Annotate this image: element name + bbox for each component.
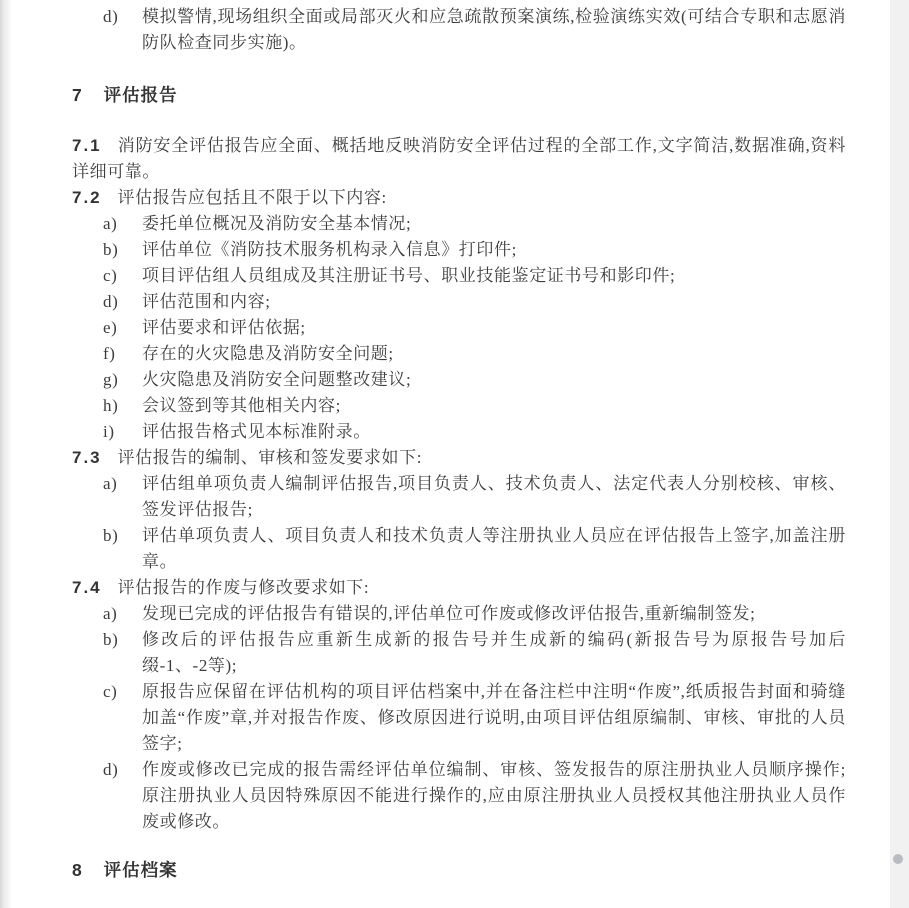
page-edge-shadow bbox=[0, 0, 12, 908]
clause-7-2 bbox=[72, 185, 846, 211]
clause-text: 评估报告的编制、审核和签发要求如下: bbox=[117, 448, 423, 467]
clause-text: 评估报告应包括且不限于以下内容: bbox=[117, 188, 387, 207]
list-item-text: 评估要求和评估依据; bbox=[142, 318, 306, 337]
list-item-label: f) bbox=[103, 344, 116, 363]
list-item-text: 委托单位概况及消防安全基本情况; bbox=[142, 214, 412, 233]
list-item-text: 修改后的评估报告应重新生成新的报告号并生成新的编码(新报告号为原报告号加后缀-1、-2等); bbox=[142, 630, 846, 675]
list-item-text: 模拟警情,现场组织全面或局部灭火和应急疏散预案演练,检验演练实效(可结合专职和志愿消防队检查同步实施)。 bbox=[142, 7, 846, 52]
list-item-text: 火灾隐患及消防安全问题整改建议; bbox=[142, 370, 412, 389]
section-title: 评估档案 bbox=[103, 860, 178, 880]
list-item-text: 会议签到等其他相关内容; bbox=[142, 396, 341, 415]
list-item-label: b) bbox=[103, 526, 119, 545]
list-item-label: d) bbox=[103, 7, 119, 26]
list-item-label: a) bbox=[103, 604, 118, 623]
clause-number: 7.4 bbox=[72, 578, 102, 597]
scrollbar-thumb[interactable] bbox=[893, 854, 903, 864]
list-item-label: h) bbox=[103, 396, 119, 415]
list-item-label: g) bbox=[103, 370, 119, 389]
clause-7-4 bbox=[72, 575, 846, 601]
list-item bbox=[72, 315, 846, 341]
section-heading-7 bbox=[72, 82, 846, 108]
clause-text: 评估报告的作废与修改要求如下: bbox=[117, 578, 370, 597]
list-item-text: 评估组单项负责人编制评估报告,项目负责人、技术负责人、法定代表人分别校核、审核、签发评估报告; bbox=[142, 474, 846, 519]
document-content bbox=[72, 4, 846, 883]
list-item-label: i) bbox=[103, 422, 115, 441]
list-item-text: 评估单项负责人、项目负责人和技术负责人等注册执业人员应在评估报告上签字,加盖注册章。 bbox=[142, 526, 846, 571]
list-item-text: 作废或修改已完成的报告需经评估单位编制、审核、签发报告的原注册执业人员顺序操作;原注册执业人员因特殊原因不能进行操作的,应由原注册执业人员授权其他注册执业人员作废或修改。 bbox=[142, 760, 846, 831]
list-item bbox=[72, 211, 846, 237]
clause-7-3 bbox=[72, 445, 846, 471]
list-item-label: b) bbox=[103, 240, 119, 259]
list-item bbox=[72, 419, 846, 445]
list-item-text: 存在的火灾隐患及消防安全问题; bbox=[142, 344, 394, 363]
list-item-label: d) bbox=[103, 760, 119, 779]
list-item-text: 评估单位《消防技术服务机构录入信息》打印件; bbox=[142, 240, 517, 259]
section-title: 评估报告 bbox=[103, 85, 178, 105]
list-item-label: a) bbox=[103, 474, 118, 493]
clause-text: 消防安全评估报告应全面、概括地反映消防安全评估过程的全部工作,文字简洁,数据准确,资料详细可靠。 bbox=[72, 136, 846, 181]
list-item bbox=[72, 367, 846, 393]
scrollbar-gutter bbox=[890, 0, 909, 908]
list-item-text: 评估报告格式见本标准附录。 bbox=[142, 422, 371, 441]
list-item bbox=[72, 601, 846, 627]
list-item bbox=[72, 393, 846, 419]
section-number: 8 bbox=[72, 860, 83, 880]
list-item-text: 发现已完成的评估报告有错误的,评估单位可作废或修改评估报告,重新编制签发; bbox=[142, 604, 756, 623]
list-item-text: 项目评估组人员组成及其注册证书号、职业技能鉴定证书号和影印件; bbox=[142, 266, 676, 285]
list-item-label: a) bbox=[103, 214, 118, 233]
clause-7-1 bbox=[72, 133, 846, 185]
list-item-label: c) bbox=[103, 682, 118, 701]
list-item-text: 原报告应保留在评估机构的项目评估档案中,并在备注栏中注明“作废”,纸质报告封面和骑缝加盖“作废”章,并对报告作废、修改原因进行说明,由项目评估组原编制、审核、审批的人员签字; bbox=[142, 682, 846, 753]
clause-number: 7.1 bbox=[72, 136, 102, 155]
list-item bbox=[72, 263, 846, 289]
list-item bbox=[72, 289, 846, 315]
list-item-label: e) bbox=[103, 318, 118, 337]
list-item-label: d) bbox=[103, 292, 119, 311]
clause-number: 7.3 bbox=[72, 448, 102, 467]
list-item bbox=[72, 471, 846, 523]
list-item bbox=[72, 523, 846, 575]
list-item-text: 评估范围和内容; bbox=[142, 292, 271, 311]
list-item bbox=[72, 237, 846, 263]
section-number: 7 bbox=[72, 85, 83, 105]
section-heading-8 bbox=[72, 857, 846, 883]
clause-number: 7.2 bbox=[72, 188, 102, 207]
list-item-label: c) bbox=[103, 266, 118, 285]
list-item bbox=[72, 679, 846, 757]
list-item bbox=[72, 341, 846, 367]
list-item-label: b) bbox=[103, 630, 119, 649]
list-item bbox=[72, 627, 846, 679]
list-item bbox=[72, 4, 846, 56]
list-item bbox=[72, 757, 846, 835]
